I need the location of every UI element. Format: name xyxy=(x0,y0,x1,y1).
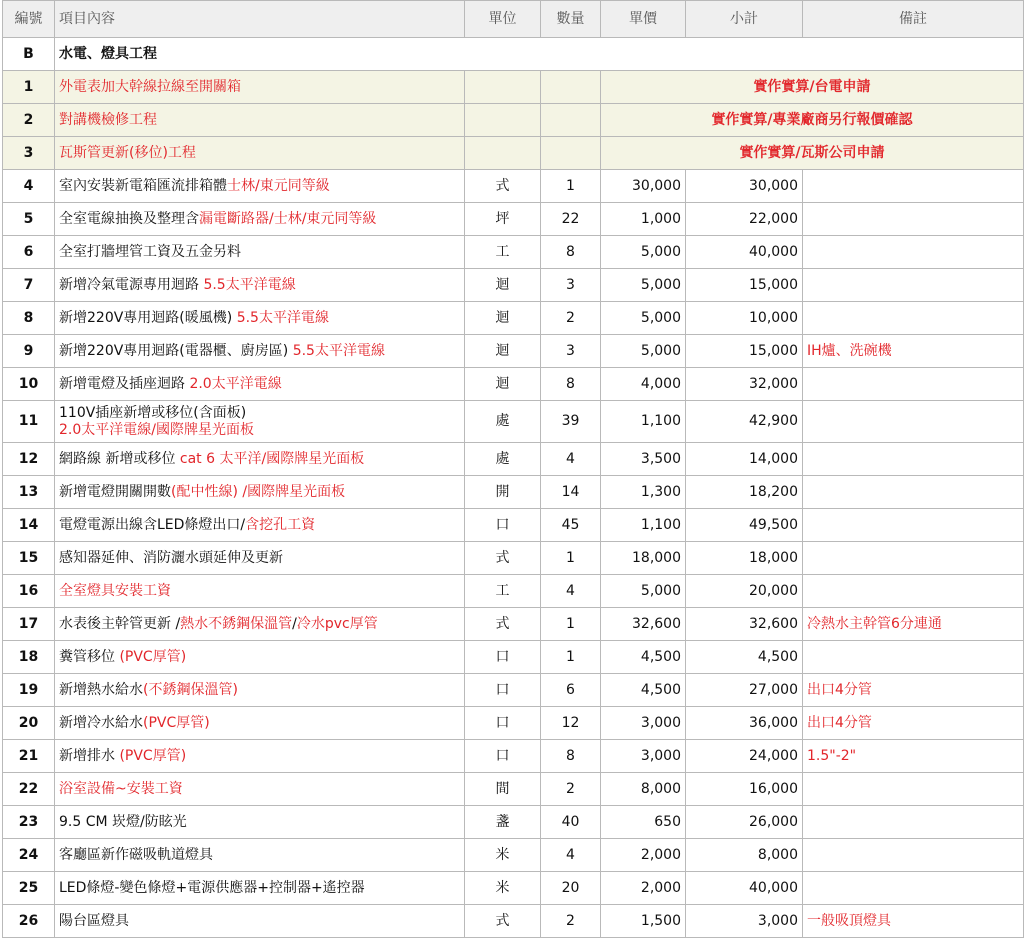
cell-name xyxy=(55,302,465,335)
cell-qty: 8 xyxy=(541,368,601,401)
cell-price: 2,000 xyxy=(601,872,686,905)
name-segment: 水表後主幹管更新 / xyxy=(59,615,181,632)
cell-note xyxy=(803,368,1024,401)
cell-subtotal: 27,000 xyxy=(686,674,803,707)
name-segment: 漏電斷路器/士林/東元同等級 xyxy=(199,210,377,227)
cell-note xyxy=(803,401,1024,443)
cell-note xyxy=(803,806,1024,839)
header-qty: 數量 xyxy=(541,1,601,38)
cell-note: 1.5"-2" xyxy=(803,740,1024,773)
cell-name xyxy=(55,104,465,137)
cell-price: 1,100 xyxy=(601,401,686,443)
cell-subtotal: 32,000 xyxy=(686,368,803,401)
name-segment: 士林/東元同等級 xyxy=(227,177,330,194)
cell-note xyxy=(803,872,1024,905)
cell-unit: 口 xyxy=(465,641,541,674)
header-price: 單價 xyxy=(601,1,686,38)
cell-qty: 20 xyxy=(541,872,601,905)
cell-name xyxy=(55,335,465,368)
cell-subtotal: 8,000 xyxy=(686,839,803,872)
table-row xyxy=(3,674,1024,707)
quote-table xyxy=(2,0,1024,938)
cell-no: 12 xyxy=(3,443,55,476)
table-row xyxy=(3,236,1024,269)
table-row xyxy=(3,641,1024,674)
cell-note xyxy=(803,203,1024,236)
cell-unit: 式 xyxy=(465,170,541,203)
cell-subtotal: 3,000 xyxy=(686,905,803,938)
cell-name xyxy=(55,905,465,938)
name-segment: 浴室設備~安裝工資 xyxy=(59,780,183,797)
name-segment: LED條燈-變色條燈+電源供應器+控制器+遙控器 xyxy=(59,879,365,896)
name-segment: 室內安裝新電箱匯流排箱體 xyxy=(59,177,227,194)
cell-price: 18,000 xyxy=(601,542,686,575)
cell-qty xyxy=(541,71,601,104)
table-row xyxy=(3,170,1024,203)
cell-note xyxy=(803,542,1024,575)
table-body xyxy=(3,38,1024,938)
name-segment: 瓦斯管更新(移位)工程 xyxy=(59,144,196,161)
table-row xyxy=(3,368,1024,401)
cell-name xyxy=(55,476,465,509)
cell-price: 8,000 xyxy=(601,773,686,806)
cell-unit: 口 xyxy=(465,740,541,773)
name-segment: 全室電線抽換及整理含 xyxy=(59,210,199,227)
cell-subtotal: 20,000 xyxy=(686,575,803,608)
cell-no: 16 xyxy=(3,575,55,608)
cell-no: 24 xyxy=(3,839,55,872)
name-segment: 對講機檢修工程 xyxy=(59,111,157,128)
cell-price: 30,000 xyxy=(601,170,686,203)
name-segment: 9.5 CM 崁燈/防眩光 xyxy=(59,813,187,830)
cell-no: 10 xyxy=(3,368,55,401)
table-row xyxy=(3,509,1024,542)
cell-unit: 迴 xyxy=(465,269,541,302)
name-segment: 冷水pvc厚管 xyxy=(296,615,378,632)
cell-unit xyxy=(465,104,541,137)
cell-no: 22 xyxy=(3,773,55,806)
table-row xyxy=(3,773,1024,806)
name-segment: 2.0太平洋電線 xyxy=(189,375,282,392)
header-unit: 單位 xyxy=(465,1,541,38)
table-row xyxy=(3,302,1024,335)
cell-qty: 4 xyxy=(541,443,601,476)
header-subtotal: 小計 xyxy=(686,1,803,38)
table-header xyxy=(3,1,1024,38)
cell-name xyxy=(55,401,465,443)
cell-qty: 1 xyxy=(541,641,601,674)
cell-qty: 3 xyxy=(541,269,601,302)
cell-subtotal: 40,000 xyxy=(686,236,803,269)
cell-unit: 米 xyxy=(465,872,541,905)
cell-price: 1,100 xyxy=(601,509,686,542)
name-segment: 新增熱水給水 xyxy=(59,681,143,698)
cell-subtotal: 18,200 xyxy=(686,476,803,509)
cell-no: 8 xyxy=(3,302,55,335)
name-segment: 5.5太平洋電線 xyxy=(292,342,385,359)
table-row xyxy=(3,71,1024,104)
cell-no: 5 xyxy=(3,203,55,236)
table-row xyxy=(3,608,1024,641)
cell-qty: 1 xyxy=(541,170,601,203)
name-segment: 新增電燈開關開數 xyxy=(59,483,171,500)
name-segment: 感知器延伸、消防灑水頭延伸及更新 xyxy=(59,549,283,566)
cell-name xyxy=(55,740,465,773)
section-no: B xyxy=(3,38,55,71)
table-row xyxy=(3,203,1024,236)
cell-unit: 處 xyxy=(465,443,541,476)
cell-subtotal: 36,000 xyxy=(686,707,803,740)
cell-no: 11 xyxy=(3,401,55,443)
header-name: 項目內容 xyxy=(55,1,465,38)
cell-name xyxy=(55,542,465,575)
name-segment: 網路線 新增或移位 xyxy=(59,450,180,467)
table-row xyxy=(3,839,1024,872)
table-row xyxy=(3,707,1024,740)
table-row xyxy=(3,401,1024,443)
name-segment: 新增220V專用迴路(暖風機) xyxy=(59,309,237,326)
cell-name xyxy=(55,236,465,269)
cell-unit: 式 xyxy=(465,542,541,575)
cell-note xyxy=(803,773,1024,806)
cell-no: 23 xyxy=(3,806,55,839)
cell-name xyxy=(55,707,465,740)
table-row xyxy=(3,872,1024,905)
cell-qty: 22 xyxy=(541,203,601,236)
cell-unit: 工 xyxy=(465,575,541,608)
header-no: 編號 xyxy=(3,1,55,38)
table-row xyxy=(3,740,1024,773)
table-row xyxy=(3,269,1024,302)
cell-no: 3 xyxy=(3,137,55,170)
cell-subtotal: 4,500 xyxy=(686,641,803,674)
cell-price: 1,500 xyxy=(601,905,686,938)
cell-unit: 坪 xyxy=(465,203,541,236)
header-note: 備註 xyxy=(803,1,1024,38)
cell-note xyxy=(803,236,1024,269)
cell-unit: 盞 xyxy=(465,806,541,839)
cell-note xyxy=(803,443,1024,476)
cell-unit xyxy=(465,71,541,104)
cell-qty: 40 xyxy=(541,806,601,839)
cell-price: 5,000 xyxy=(601,335,686,368)
cell-subtotal: 26,000 xyxy=(686,806,803,839)
cell-subtotal: 49,500 xyxy=(686,509,803,542)
name-segment: 5.5太平洋電線 xyxy=(203,276,296,293)
cell-qty: 14 xyxy=(541,476,601,509)
cell-name xyxy=(55,773,465,806)
table-row xyxy=(3,443,1024,476)
cell-no: 20 xyxy=(3,707,55,740)
section-row xyxy=(3,38,1024,71)
cell-no: 14 xyxy=(3,509,55,542)
name-segment: 5.5太平洋電線 xyxy=(236,309,329,326)
cell-name xyxy=(55,839,465,872)
cell-merged-note: 實作實算/台電申請 xyxy=(601,71,1024,104)
name-segment: (配中性線) /國際牌星光面板 xyxy=(171,483,346,500)
cell-qty: 3 xyxy=(541,335,601,368)
table-row xyxy=(3,335,1024,368)
cell-unit: 迴 xyxy=(465,335,541,368)
name-segment: 新增220V專用迴路(電器櫃、廚房區) xyxy=(59,342,293,359)
cell-note xyxy=(803,839,1024,872)
name-segment: 全室燈具安裝工資 xyxy=(59,582,171,599)
cell-qty: 8 xyxy=(541,740,601,773)
cell-name xyxy=(55,872,465,905)
cell-name xyxy=(55,509,465,542)
cell-note xyxy=(803,509,1024,542)
table-row xyxy=(3,137,1024,170)
name-segment: 新增排水 xyxy=(59,747,120,764)
cell-name xyxy=(55,575,465,608)
name-segment: 新增電燈及插座迴路 xyxy=(59,375,190,392)
cell-no: 18 xyxy=(3,641,55,674)
cell-unit: 迴 xyxy=(465,368,541,401)
cell-price: 3,000 xyxy=(601,740,686,773)
cell-subtotal: 24,000 xyxy=(686,740,803,773)
cell-no: 17 xyxy=(3,608,55,641)
cell-qty: 6 xyxy=(541,674,601,707)
cell-note xyxy=(803,575,1024,608)
name-segment: / xyxy=(292,615,297,632)
cell-qty: 39 xyxy=(541,401,601,443)
cell-name xyxy=(55,641,465,674)
name-segment: 熱水不銹鋼保溫管 xyxy=(180,615,293,632)
cell-note: 出口4分管 xyxy=(803,707,1024,740)
name-segment: 糞管移位 xyxy=(59,648,120,665)
cell-unit: 式 xyxy=(465,608,541,641)
cell-name xyxy=(55,137,465,170)
name-segment: 全室打牆埋管工資及五金另料 xyxy=(59,243,241,260)
cell-note xyxy=(803,476,1024,509)
name-segment: 外電表加大幹線拉線至開關箱 xyxy=(59,78,241,95)
cell-price: 5,000 xyxy=(601,269,686,302)
cell-subtotal: 18,000 xyxy=(686,542,803,575)
cell-qty: 12 xyxy=(541,707,601,740)
cell-note xyxy=(803,170,1024,203)
cell-subtotal: 10,000 xyxy=(686,302,803,335)
cell-qty: 2 xyxy=(541,773,601,806)
name-segment: (PVC厚管) xyxy=(119,648,187,665)
cell-no: 7 xyxy=(3,269,55,302)
cell-unit: 工 xyxy=(465,236,541,269)
cell-name xyxy=(55,674,465,707)
name-segment: (PVC厚管) xyxy=(143,714,210,731)
cell-price: 1,300 xyxy=(601,476,686,509)
cell-no: 21 xyxy=(3,740,55,773)
name-segment: 含挖孔工資 xyxy=(245,516,316,533)
cell-price: 32,600 xyxy=(601,608,686,641)
name-segment: cat 6 太平洋/國際牌星光面板 xyxy=(179,450,365,467)
cell-price: 5,000 xyxy=(601,302,686,335)
cell-subtotal: 32,600 xyxy=(686,608,803,641)
cell-subtotal: 14,000 xyxy=(686,443,803,476)
table-row xyxy=(3,104,1024,137)
table-row xyxy=(3,542,1024,575)
cell-merged-note: 實作實算/專業廠商另行報價確認 xyxy=(601,104,1024,137)
table-row xyxy=(3,806,1024,839)
cell-price: 5,000 xyxy=(601,575,686,608)
cell-name xyxy=(55,806,465,839)
cell-unit: 口 xyxy=(465,707,541,740)
cell-name xyxy=(55,443,465,476)
cell-qty: 2 xyxy=(541,302,601,335)
cell-merged-note: 實作實算/瓦斯公司申請 xyxy=(601,137,1024,170)
cell-note xyxy=(803,302,1024,335)
cell-unit: 口 xyxy=(465,674,541,707)
cell-subtotal: 15,000 xyxy=(686,335,803,368)
cell-qty: 8 xyxy=(541,236,601,269)
cell-no: 9 xyxy=(3,335,55,368)
table-row xyxy=(3,905,1024,938)
cell-name xyxy=(55,269,465,302)
cell-qty: 1 xyxy=(541,542,601,575)
cell-note: 一般吸頂燈具 xyxy=(803,905,1024,938)
cell-price: 1,000 xyxy=(601,203,686,236)
name-segment: 新增冷氣電源專用迴路 xyxy=(59,276,204,293)
cell-subtotal: 16,000 xyxy=(686,773,803,806)
cell-price: 4,000 xyxy=(601,368,686,401)
cell-name xyxy=(55,608,465,641)
cell-no: 1 xyxy=(3,71,55,104)
cell-no: 26 xyxy=(3,905,55,938)
cell-qty: 4 xyxy=(541,839,601,872)
cell-qty: 2 xyxy=(541,905,601,938)
cell-unit: 開 xyxy=(465,476,541,509)
name-segment: 新增冷水給水 xyxy=(59,714,143,731)
cell-no: 19 xyxy=(3,674,55,707)
cell-subtotal: 30,000 xyxy=(686,170,803,203)
cell-unit: 米 xyxy=(465,839,541,872)
name-segment: 110V插座新增或移位(含面板) xyxy=(59,404,247,421)
name-segment: (PVC厚管) xyxy=(119,747,187,764)
cell-no: 2 xyxy=(3,104,55,137)
cell-unit: 口 xyxy=(465,509,541,542)
cell-no: 6 xyxy=(3,236,55,269)
name-segment: 2.0太平洋電線/國際牌星光面板 xyxy=(59,421,254,438)
cell-subtotal: 42,900 xyxy=(686,401,803,443)
cell-qty: 1 xyxy=(541,608,601,641)
cell-name xyxy=(55,368,465,401)
cell-unit: 間 xyxy=(465,773,541,806)
cell-no: 25 xyxy=(3,872,55,905)
cell-unit xyxy=(465,137,541,170)
cell-price: 5,000 xyxy=(601,236,686,269)
name-segment: 電燈電源出線含LED條燈出口/ xyxy=(59,516,246,533)
cell-price: 650 xyxy=(601,806,686,839)
section-title: 水電、燈具工程 xyxy=(55,38,1024,71)
cell-price: 4,500 xyxy=(601,641,686,674)
cell-qty: 45 xyxy=(541,509,601,542)
cell-note: 出口4分管 xyxy=(803,674,1024,707)
table-row xyxy=(3,575,1024,608)
cell-no: 13 xyxy=(3,476,55,509)
cell-price: 2,000 xyxy=(601,839,686,872)
cell-unit: 處 xyxy=(465,401,541,443)
name-segment: 陽台區燈具 xyxy=(59,912,129,929)
cell-subtotal: 22,000 xyxy=(686,203,803,236)
cell-subtotal: 40,000 xyxy=(686,872,803,905)
cell-subtotal: 15,000 xyxy=(686,269,803,302)
cell-name xyxy=(55,203,465,236)
cell-name xyxy=(55,71,465,104)
cell-qty xyxy=(541,137,601,170)
cell-name xyxy=(55,170,465,203)
cell-no: 4 xyxy=(3,170,55,203)
name-segment: (不銹鋼保溫管) xyxy=(143,681,238,698)
cell-unit: 式 xyxy=(465,905,541,938)
cell-note xyxy=(803,641,1024,674)
cell-price: 3,000 xyxy=(601,707,686,740)
cell-no: 15 xyxy=(3,542,55,575)
cell-note xyxy=(803,269,1024,302)
cell-note: IH爐、洗碗機 xyxy=(803,335,1024,368)
name-segment: 客廳區新作磁吸軌道燈具 xyxy=(59,846,213,863)
cell-unit: 迴 xyxy=(465,302,541,335)
cell-price: 4,500 xyxy=(601,674,686,707)
cell-qty: 4 xyxy=(541,575,601,608)
cell-note: 冷熱水主幹管6分連通 xyxy=(803,608,1024,641)
table-row xyxy=(3,476,1024,509)
cell-price: 3,500 xyxy=(601,443,686,476)
cell-qty xyxy=(541,104,601,137)
